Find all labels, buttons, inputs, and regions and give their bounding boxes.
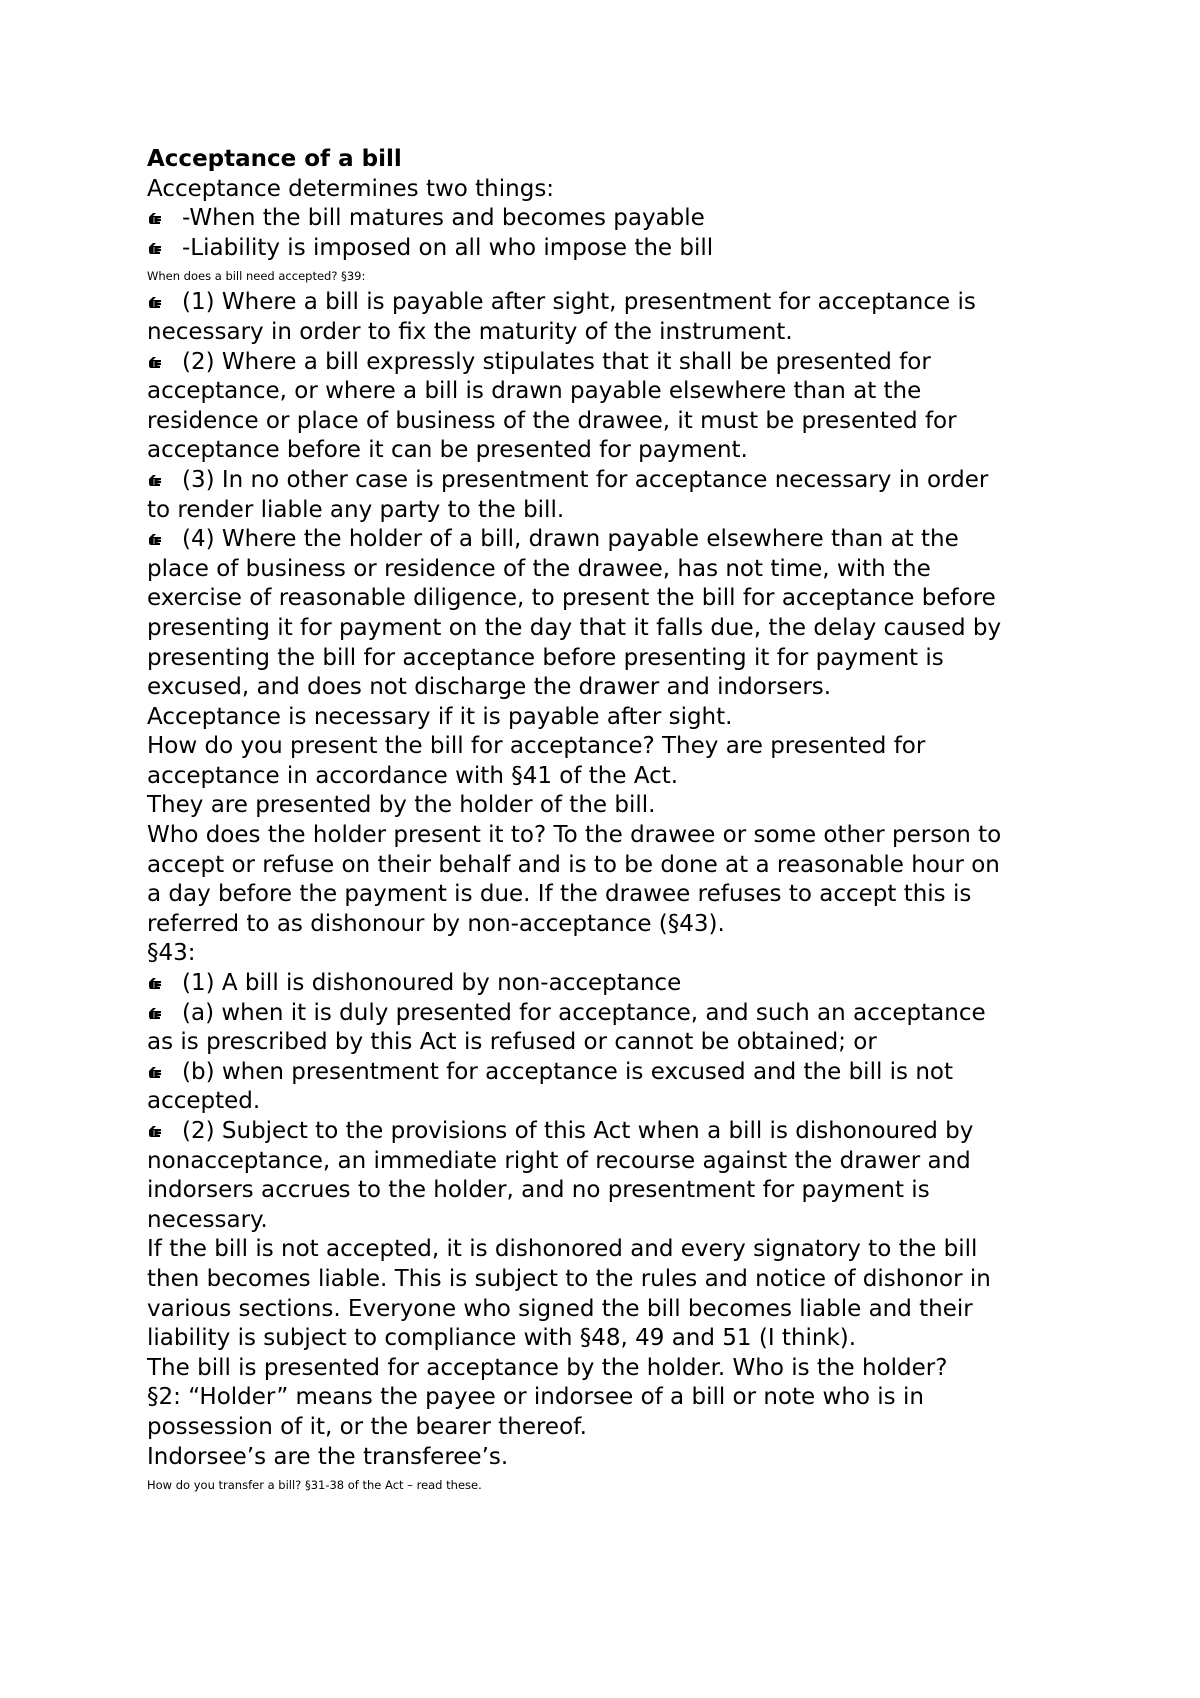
pointing-hand-icon bbox=[147, 210, 163, 226]
intro-text: Acceptance determines two things: bbox=[147, 175, 555, 202]
section-43-text: (b) when presentment for acceptance is excused and the bill is not bbox=[182, 1058, 954, 1085]
paragraph-1-line: referred to as dishonour by non-acceptance (§43). bbox=[147, 910, 725, 937]
paragraph-1-line: §43: bbox=[147, 940, 196, 967]
small-question-s39: When does a bill need accepted? §39: bbox=[147, 269, 366, 284]
intro-bullet-item bbox=[147, 204, 1107, 234]
intro-bullet-list bbox=[147, 204, 1107, 263]
paragraph-1-line: How do you present the bill for acceptance? They are presented for bbox=[147, 733, 926, 760]
paragraph-1-line: a day before the payment is due. If the drawee refuses to accept this is bbox=[147, 881, 972, 908]
pointing-hand-icon bbox=[147, 975, 163, 991]
intro-bullet-text: -Liability is imposed on all who impose the bill bbox=[182, 234, 714, 261]
body-paragraph-1 bbox=[147, 703, 1107, 969]
section-39-text: (1) Where a bill is payable after sight, presentment for acceptance is bbox=[182, 289, 976, 316]
paragraph-2-line: then becomes liable. This is subject to the rules and notice of dishonor in bbox=[147, 1265, 991, 1292]
section-43-list bbox=[147, 969, 1107, 1235]
pointing-hand-icon bbox=[147, 354, 163, 370]
section-39-text: (2) Where a bill expressly stipulates that it shall be presented for bbox=[182, 348, 931, 375]
section-39-text: (4) Where the holder of a bill, drawn payable elsewhere than at the bbox=[182, 526, 959, 553]
intro-bullet-text: -When the bill matures and becomes payable bbox=[182, 205, 705, 232]
section-39-text: exercise of reasonable diligence, to present the bill for acceptance before bbox=[147, 585, 996, 612]
section-39-text: necessary in order to fix the maturity of the instrument. bbox=[147, 318, 793, 345]
paragraph-2-line: The bill is presented for acceptance by the holder. Who is the holder? bbox=[147, 1354, 948, 1381]
pointing-hand-icon bbox=[147, 240, 163, 256]
paragraph-2-line: possession of it, or the bearer thereof. bbox=[147, 1413, 587, 1440]
paragraph-2-line: If the bill is not accepted, it is dishonored and every signatory to the bill bbox=[147, 1236, 978, 1263]
section-43-text: accepted. bbox=[147, 1088, 261, 1115]
section-43-item bbox=[147, 969, 1107, 999]
paragraph-2-line: liability is subject to compliance with §48, 49 and 51 (I think). bbox=[147, 1325, 857, 1352]
intro-bullet-item bbox=[147, 234, 1107, 264]
pointing-hand-icon bbox=[147, 1005, 163, 1021]
section-39-text: to render liable any party to the bill. bbox=[147, 496, 565, 523]
pointing-hand-icon bbox=[147, 1123, 163, 1139]
section-39-item bbox=[147, 348, 1107, 466]
document-title: Acceptance of a bill bbox=[147, 146, 402, 172]
paragraph-1-line: They are presented by the holder of the bill. bbox=[147, 792, 656, 819]
section-43-text: necessary. bbox=[147, 1206, 268, 1233]
section-39-text: presenting it for payment on the day that it falls due, the delay caused by bbox=[147, 614, 1002, 641]
pointing-hand-icon bbox=[147, 294, 163, 310]
section-39-text: excused, and does not discharge the drawer and indorsers. bbox=[147, 674, 832, 701]
section-39-item bbox=[147, 466, 1107, 525]
section-43-text: (1) A bill is dishonoured by non-acceptance bbox=[182, 970, 682, 997]
section-39-item bbox=[147, 525, 1107, 703]
pointing-hand-icon bbox=[147, 1064, 163, 1080]
small-question-transfer: How do you transfer a bill? §31-38 of the Act – read these. bbox=[147, 1478, 482, 1493]
pointing-hand-icon bbox=[147, 472, 163, 488]
section-39-text: presenting the bill for acceptance before presenting it for payment is bbox=[147, 644, 944, 671]
paragraph-2-line: various sections. Everyone who signed the bill becomes liable and their bbox=[147, 1295, 973, 1322]
section-39-text: acceptance before it can be presented for payment. bbox=[147, 437, 748, 464]
section-43-text: (a) when it is duly presented for acceptance, and such an acceptance bbox=[182, 999, 986, 1026]
section-43-item bbox=[147, 999, 1107, 1058]
section-43-text: indorsers accrues to the holder, and no presentment for payment is bbox=[147, 1177, 930, 1204]
body-paragraph-2 bbox=[147, 1235, 1107, 1472]
section-43-item bbox=[147, 1058, 1107, 1117]
section-43-text: (2) Subject to the provisions of this Act when a bill is dishonoured by bbox=[182, 1118, 974, 1144]
section-39-text: residence or place of business of the drawee, it must be presented for bbox=[147, 407, 957, 434]
paragraph-1-line: Who does the holder present it to? To the drawee or some other person to bbox=[147, 822, 1002, 849]
document-page bbox=[147, 145, 1107, 1493]
section-39-text: (3) In no other case is presentment for acceptance necessary in order bbox=[182, 466, 989, 493]
section-39-text: acceptance, or where a bill is drawn payable elsewhere than at the bbox=[147, 378, 922, 405]
section-43-text: nonacceptance, an immediate right of recourse against the drawer and bbox=[147, 1147, 971, 1174]
paragraph-1-line: Acceptance is necessary if it is payable after sight. bbox=[147, 703, 733, 730]
section-39-list bbox=[147, 288, 1107, 702]
section-43-item bbox=[147, 1117, 1107, 1235]
section-39-text: place of business or residence of the drawee, has not time, with the bbox=[147, 555, 931, 582]
paragraph-1-line: acceptance in accordance with §41 of the Act. bbox=[147, 762, 679, 789]
section-43-text: as is prescribed by this Act is refused or cannot be obtained; or bbox=[147, 1029, 877, 1056]
section-39-item bbox=[147, 288, 1107, 347]
paragraph-1-line: accept or refuse on their behalf and is to be done at a reasonable hour on bbox=[147, 851, 1000, 878]
pointing-hand-icon bbox=[147, 531, 163, 547]
paragraph-2-line: Indorsee’s are the transferee’s. bbox=[147, 1443, 509, 1470]
paragraph-2-line: §2: “Holder” means the payee or indorsee of a bill or note who is in bbox=[147, 1384, 924, 1411]
